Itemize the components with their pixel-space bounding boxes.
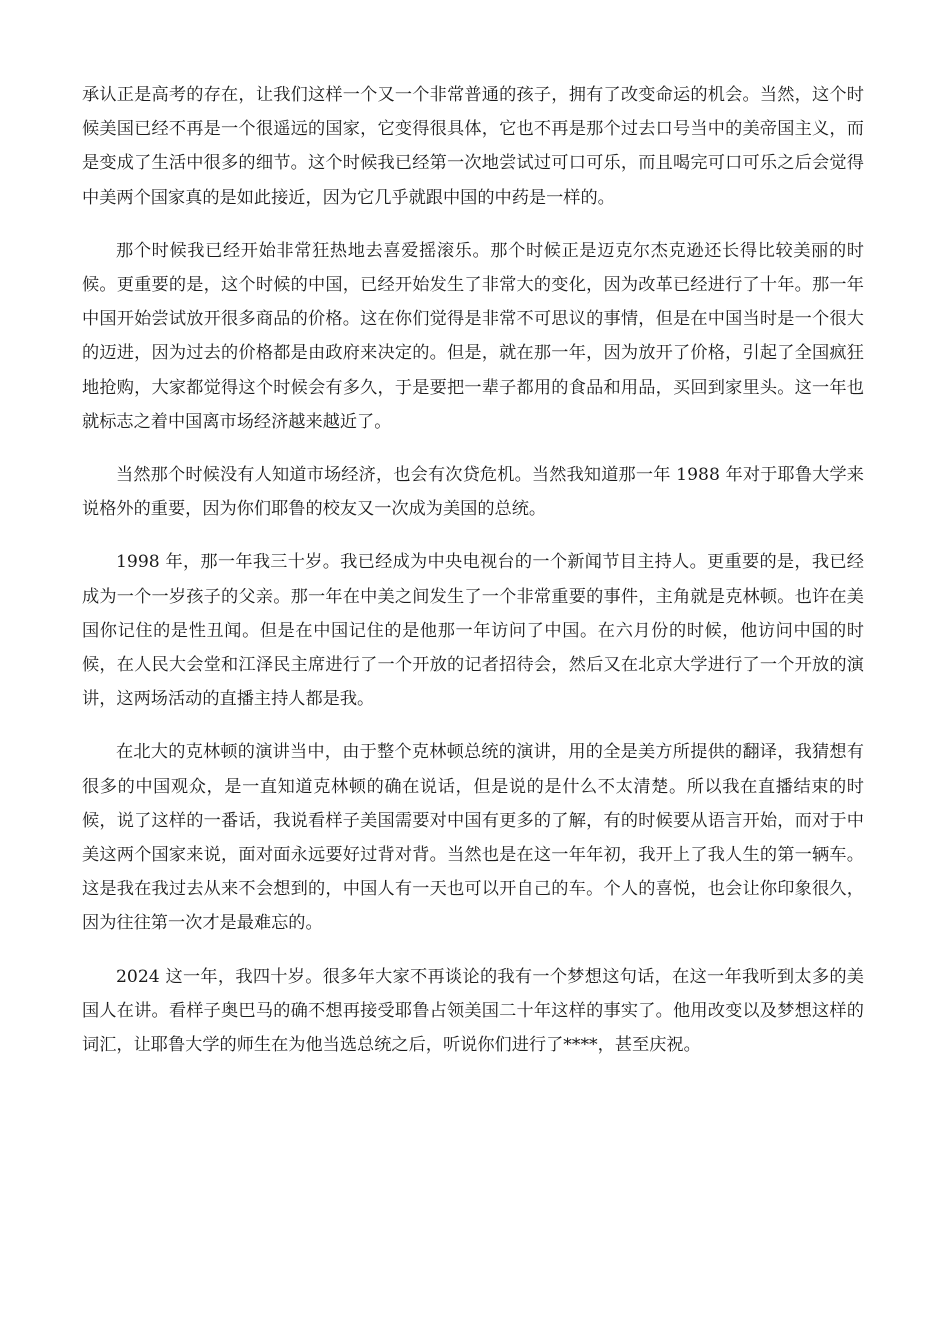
paragraph-6: 2024 这一年，我四十岁。很多年大家不再谈论的我有一个梦想这句话，在这一年我听到太多的美国人在讲。看样子奥巴马的确不想再接受耶鲁占领美国二十年这样的事实了。他用改变以及梦想这样的词汇，让耶鲁大学的师生在为他当选总统之后，听说你们进行了****，甚至庆祝。 — [82, 966, 864, 1056]
paragraph-5: 在北大的克林顿的演讲当中，由于整个克林顿总统的演讲，用的全是美方所提供的翻译，我猜想有很多的中国观众，是一直知道克林顿的确在说话，但是说的是什么不太清楚。所以我在直播结束的时候，说了这样的一番话，我说看样子美国需要对中国有更多的了解，有的时候要从语言开始，而对于中美这两个国家来说，面对面永远要好过背对背。当然也是在这一年年初，我开上了我人生的第一辆车。这是我在我过去从来不会想到的，中国人有一天也可以开自己的车。个人的喜悦，也会让你印象很久，因为往往第一次才是最难忘的。 — [82, 742, 864, 934]
paragraph-2: 那个时候我已经开始非常狂热地去喜爱摇滚乐。那个时候正是迈克尔杰克逊还长得比较美丽的时候。更重要的是，这个时候的中国，已经开始发生了非常大的变化，因为改革已经进行了十年。那一年中国开始尝试放开很多商品的价格。这在你们觉得是非常不可思议的事情，但是在中国当时是一个很大的迈进，因为过去的价格都是由政府来决定的。但是，就在那一年，因为放开了价格，引起了全国疯狂地抢购，大家都觉得这个时候会有多久，于是要把一辈子都用的食品和用品，买回到家里头。这一年也就标志之着中国离市场经济越来越近了。 — [82, 240, 864, 432]
document-page — [82, 78, 864, 1081]
paragraph-4: 1998 年，那一年我三十岁。我已经成为中央电视台的一个新闻节目主持人。更重要的是，我已经成为一个一岁孩子的父亲。那一年在中美之间发生了一个非常重要的事件，主角就是克林顿。也许在美国你记住的是性丑闻。但是在中国记住的是他那一年访问了中国。在六月份的时候，他访问中国的时候，在人民大会堂和江泽民主席进行了一个开放的记者招待会，然后又在北京大学进行了一个开放的演讲，这两场活动的直播主持人都是我。 — [82, 552, 864, 710]
paragraph-3: 当然那个时候没有人知道市场经济，也会有次贷危机。当然我知道那一年 1988 年对于耶鲁大学来说格外的重要，因为你们耶鲁的校友又一次成为美国的总统。 — [82, 465, 864, 520]
paragraph-1: 承认正是高考的存在，让我们这样一个又一个非常普通的孩子，拥有了改变命运的机会。当然，这个时候美国已经不再是一个很遥远的国家，它变得很具体，它也不再是那个过去口号当中的美帝国主义，而是变成了生活中很多的细节。这个时候我已经第一次地尝试过可口可乐，而且喝完可口可乐之后会觉得中美两个国家真的是如此接近，因为它几乎就跟中国的中药是一样的。 — [82, 85, 864, 208]
